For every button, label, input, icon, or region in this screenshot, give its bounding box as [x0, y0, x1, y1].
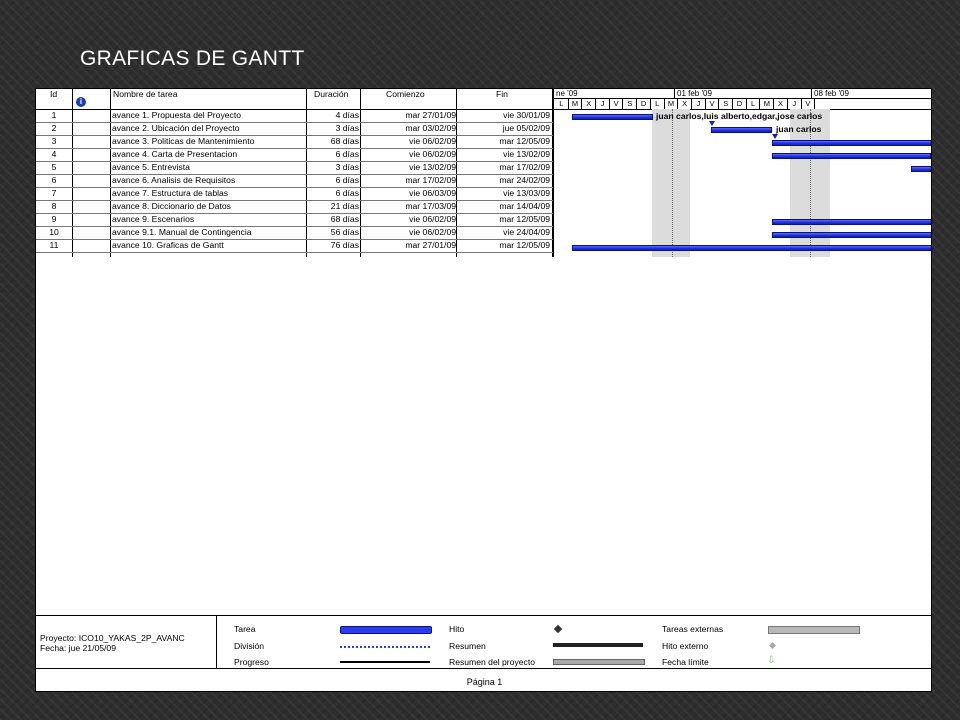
table-row[interactable] — [36, 161, 553, 175]
cell-end: vie 13/02/09 — [503, 149, 550, 159]
slide-title: GRAFICAS DE GANTT — [80, 47, 305, 70]
cell-id: 8 — [51, 201, 57, 211]
cell-duration: 76 días — [330, 240, 359, 250]
cell-duration: 6 días — [335, 188, 359, 198]
cell-end: jue 05/02/09 — [502, 123, 550, 133]
cell-id: 10 — [49, 227, 59, 237]
task-bar-9[interactable] — [772, 219, 932, 225]
cell-name: avance 1. Propuesta del Proyecto — [112, 110, 241, 120]
day-label: X — [774, 99, 788, 109]
cell-start: mar 27/01/09 — [405, 110, 456, 120]
task-bar-4[interactable] — [772, 153, 931, 159]
cell-name: avance 2. Ubicación del Proyecto — [112, 123, 240, 133]
table-row[interactable] — [36, 200, 553, 214]
task-bar-3[interactable] — [772, 140, 932, 146]
cell-end: mar 12/05/09 — [499, 136, 550, 146]
cell-name: avance 5. Entrevista — [112, 162, 190, 172]
day-label: S — [719, 99, 733, 109]
cell-end: vie 30/01/09 — [503, 110, 550, 120]
resource-label: juan carlos — [776, 124, 822, 134]
cell-start: mar 27/01/09 — [405, 240, 456, 250]
weekend-shade — [652, 109, 690, 257]
legend-progreso: Progreso — [234, 657, 269, 667]
legend-hito: Hito — [449, 624, 465, 634]
cell-start: mar 17/02/09 — [405, 175, 456, 185]
header-end[interactable]: Fin — [496, 89, 508, 99]
task-table — [36, 89, 553, 257]
info-icon[interactable]: i — [76, 97, 86, 107]
cell-end: vie 13/03/09 — [503, 188, 550, 198]
header-duration[interactable]: Duración — [314, 89, 349, 99]
cell-name: avance 8. Diccionario de Datos — [112, 201, 231, 211]
cell-name: avance 7. Estructura de tablas — [112, 188, 229, 198]
legend-tareas-externas: Tareas externas — [662, 624, 724, 634]
header-name[interactable]: Nombre de tarea — [113, 89, 178, 99]
legend — [36, 615, 932, 669]
task-bar-11[interactable] — [572, 245, 932, 251]
cell-start: vie 06/02/09 — [409, 227, 456, 237]
cell-duration: 68 días — [330, 214, 359, 224]
cell-end: mar 12/05/09 — [499, 240, 550, 250]
cell-name: avance 9. Escenarios — [112, 214, 195, 224]
day-label: X — [678, 99, 692, 109]
header-id[interactable]: Id — [50, 89, 58, 99]
external-milestone-icon — [769, 642, 776, 649]
cell-name: avance 9.1. Manual de Contingencia — [112, 227, 252, 237]
day-label: V — [706, 99, 720, 109]
day-label: M — [665, 99, 679, 109]
cell-end: vie 24/04/09 — [503, 227, 550, 237]
table-row[interactable] — [36, 135, 553, 149]
day-label: L — [651, 99, 665, 109]
cell-duration: 56 días — [330, 227, 359, 237]
day-label: J — [692, 99, 706, 109]
cell-duration: 4 días — [335, 110, 359, 120]
day-label: D — [733, 99, 747, 109]
link-arrow — [709, 121, 715, 126]
legend-resumen-proyecto-swatch — [553, 659, 645, 665]
day-label: X — [582, 99, 596, 109]
project-info — [36, 616, 217, 668]
table-row[interactable] — [36, 109, 553, 123]
cell-end: mar 17/02/09 — [499, 162, 550, 172]
legend-fecha-limite: Fecha límite — [662, 657, 709, 667]
cell-end: mar 14/04/09 — [499, 201, 550, 211]
table-row[interactable] — [36, 226, 553, 240]
cell-id: 6 — [51, 175, 57, 185]
legend-resumen-swatch — [553, 643, 643, 647]
task-bar-10[interactable] — [772, 232, 932, 238]
project-date: Fecha: jue 21/05/09 — [40, 643, 116, 653]
timeline-weeks — [554, 89, 932, 98]
table-row[interactable] — [36, 122, 553, 136]
legend-tarea-swatch — [340, 626, 432, 634]
day-label: J — [788, 99, 802, 109]
gridline — [672, 109, 673, 257]
page-footer: Página 1 — [466, 677, 503, 687]
cell-name: avance 3. Politicas de Mantenimiento — [112, 136, 255, 146]
timeline-days — [554, 98, 932, 110]
cell-duration: 3 días — [335, 123, 359, 133]
cell-duration: 21 días — [330, 201, 359, 211]
milestone-icon — [554, 625, 562, 633]
task-bar-1[interactable] — [572, 114, 653, 120]
cell-start: mar 17/03/09 — [405, 201, 456, 211]
cell-duration: 68 días — [330, 136, 359, 146]
resource-label: juan carlos,luis alberto,edgar,jose carlos — [656, 111, 823, 121]
link-arrow — [772, 134, 778, 139]
day-label: M — [569, 99, 583, 109]
week-label: 08 feb '09 — [811, 89, 849, 98]
cell-id: 4 — [51, 149, 57, 159]
legend-resumen: Resumen — [449, 641, 486, 651]
day-label: J — [596, 99, 610, 109]
day-label: V — [610, 99, 624, 109]
week-label: ne '09 — [556, 89, 578, 98]
cell-id: 3 — [51, 136, 57, 146]
cell-start: vie 06/03/09 — [409, 188, 456, 198]
cell-name: avance 4. Carta de Presentacion — [112, 149, 238, 159]
cell-duration: 6 días — [335, 175, 359, 185]
table-row[interactable] — [36, 239, 553, 253]
cell-id: 11 — [49, 240, 59, 250]
table-row[interactable] — [36, 148, 553, 162]
cell-id: 7 — [51, 188, 57, 198]
week-label: 01 feb '09 — [674, 89, 712, 98]
legend-tareas-externas-swatch — [768, 626, 860, 634]
table-row[interactable] — [36, 187, 553, 201]
legend-tarea: Tarea — [234, 624, 256, 634]
day-label: S — [624, 99, 638, 109]
cell-name: avance 10. Graficas de Gantt — [112, 240, 224, 250]
cell-name: avance 6. Analisis de Requisitos — [112, 175, 236, 185]
day-label: D — [637, 99, 651, 109]
gantt-print-page — [35, 88, 932, 692]
table-row[interactable] — [36, 213, 553, 227]
cell-start: vie 06/02/09 — [409, 136, 456, 146]
cell-start: vie 06/02/09 — [409, 214, 456, 224]
cell-id: 2 — [51, 123, 57, 133]
task-bar-5[interactable] — [911, 166, 932, 172]
legend-hito-externo: Hito externo — [662, 641, 709, 651]
cell-id: 1 — [51, 110, 57, 120]
legend-progreso-swatch — [340, 661, 430, 663]
legend-resumen-proyecto: Resumen del proyecto — [449, 657, 535, 667]
day-label: L — [555, 99, 569, 109]
legend-division: División — [234, 641, 265, 651]
cell-id: 5 — [51, 162, 57, 172]
cell-start: mar 03/02/09 — [405, 123, 456, 133]
day-label: V — [802, 99, 816, 109]
cell-start: vie 13/02/09 — [409, 162, 456, 172]
header-start[interactable]: Comienzo — [386, 89, 425, 99]
cell-end: mar 12/05/09 — [499, 214, 550, 224]
day-label: L — [747, 99, 761, 109]
cell-id: 9 — [51, 214, 57, 224]
day-label: M — [761, 99, 775, 109]
cell-start: vie 06/02/09 — [409, 149, 456, 159]
cell-end: mar 24/02/09 — [499, 175, 550, 185]
table-row[interactable] — [36, 174, 553, 188]
gantt-chart — [553, 89, 932, 257]
legend-division-swatch — [340, 646, 430, 648]
table-header — [36, 89, 553, 110]
cell-duration: 3 días — [335, 162, 359, 172]
deadline-arrow-icon: ⇩ — [767, 655, 776, 666]
project-name: Proyecto: ICO10_YAKAS_2P_AVANC — [40, 633, 185, 643]
task-bar-2[interactable] — [711, 127, 772, 133]
cell-duration: 6 días — [335, 149, 359, 159]
